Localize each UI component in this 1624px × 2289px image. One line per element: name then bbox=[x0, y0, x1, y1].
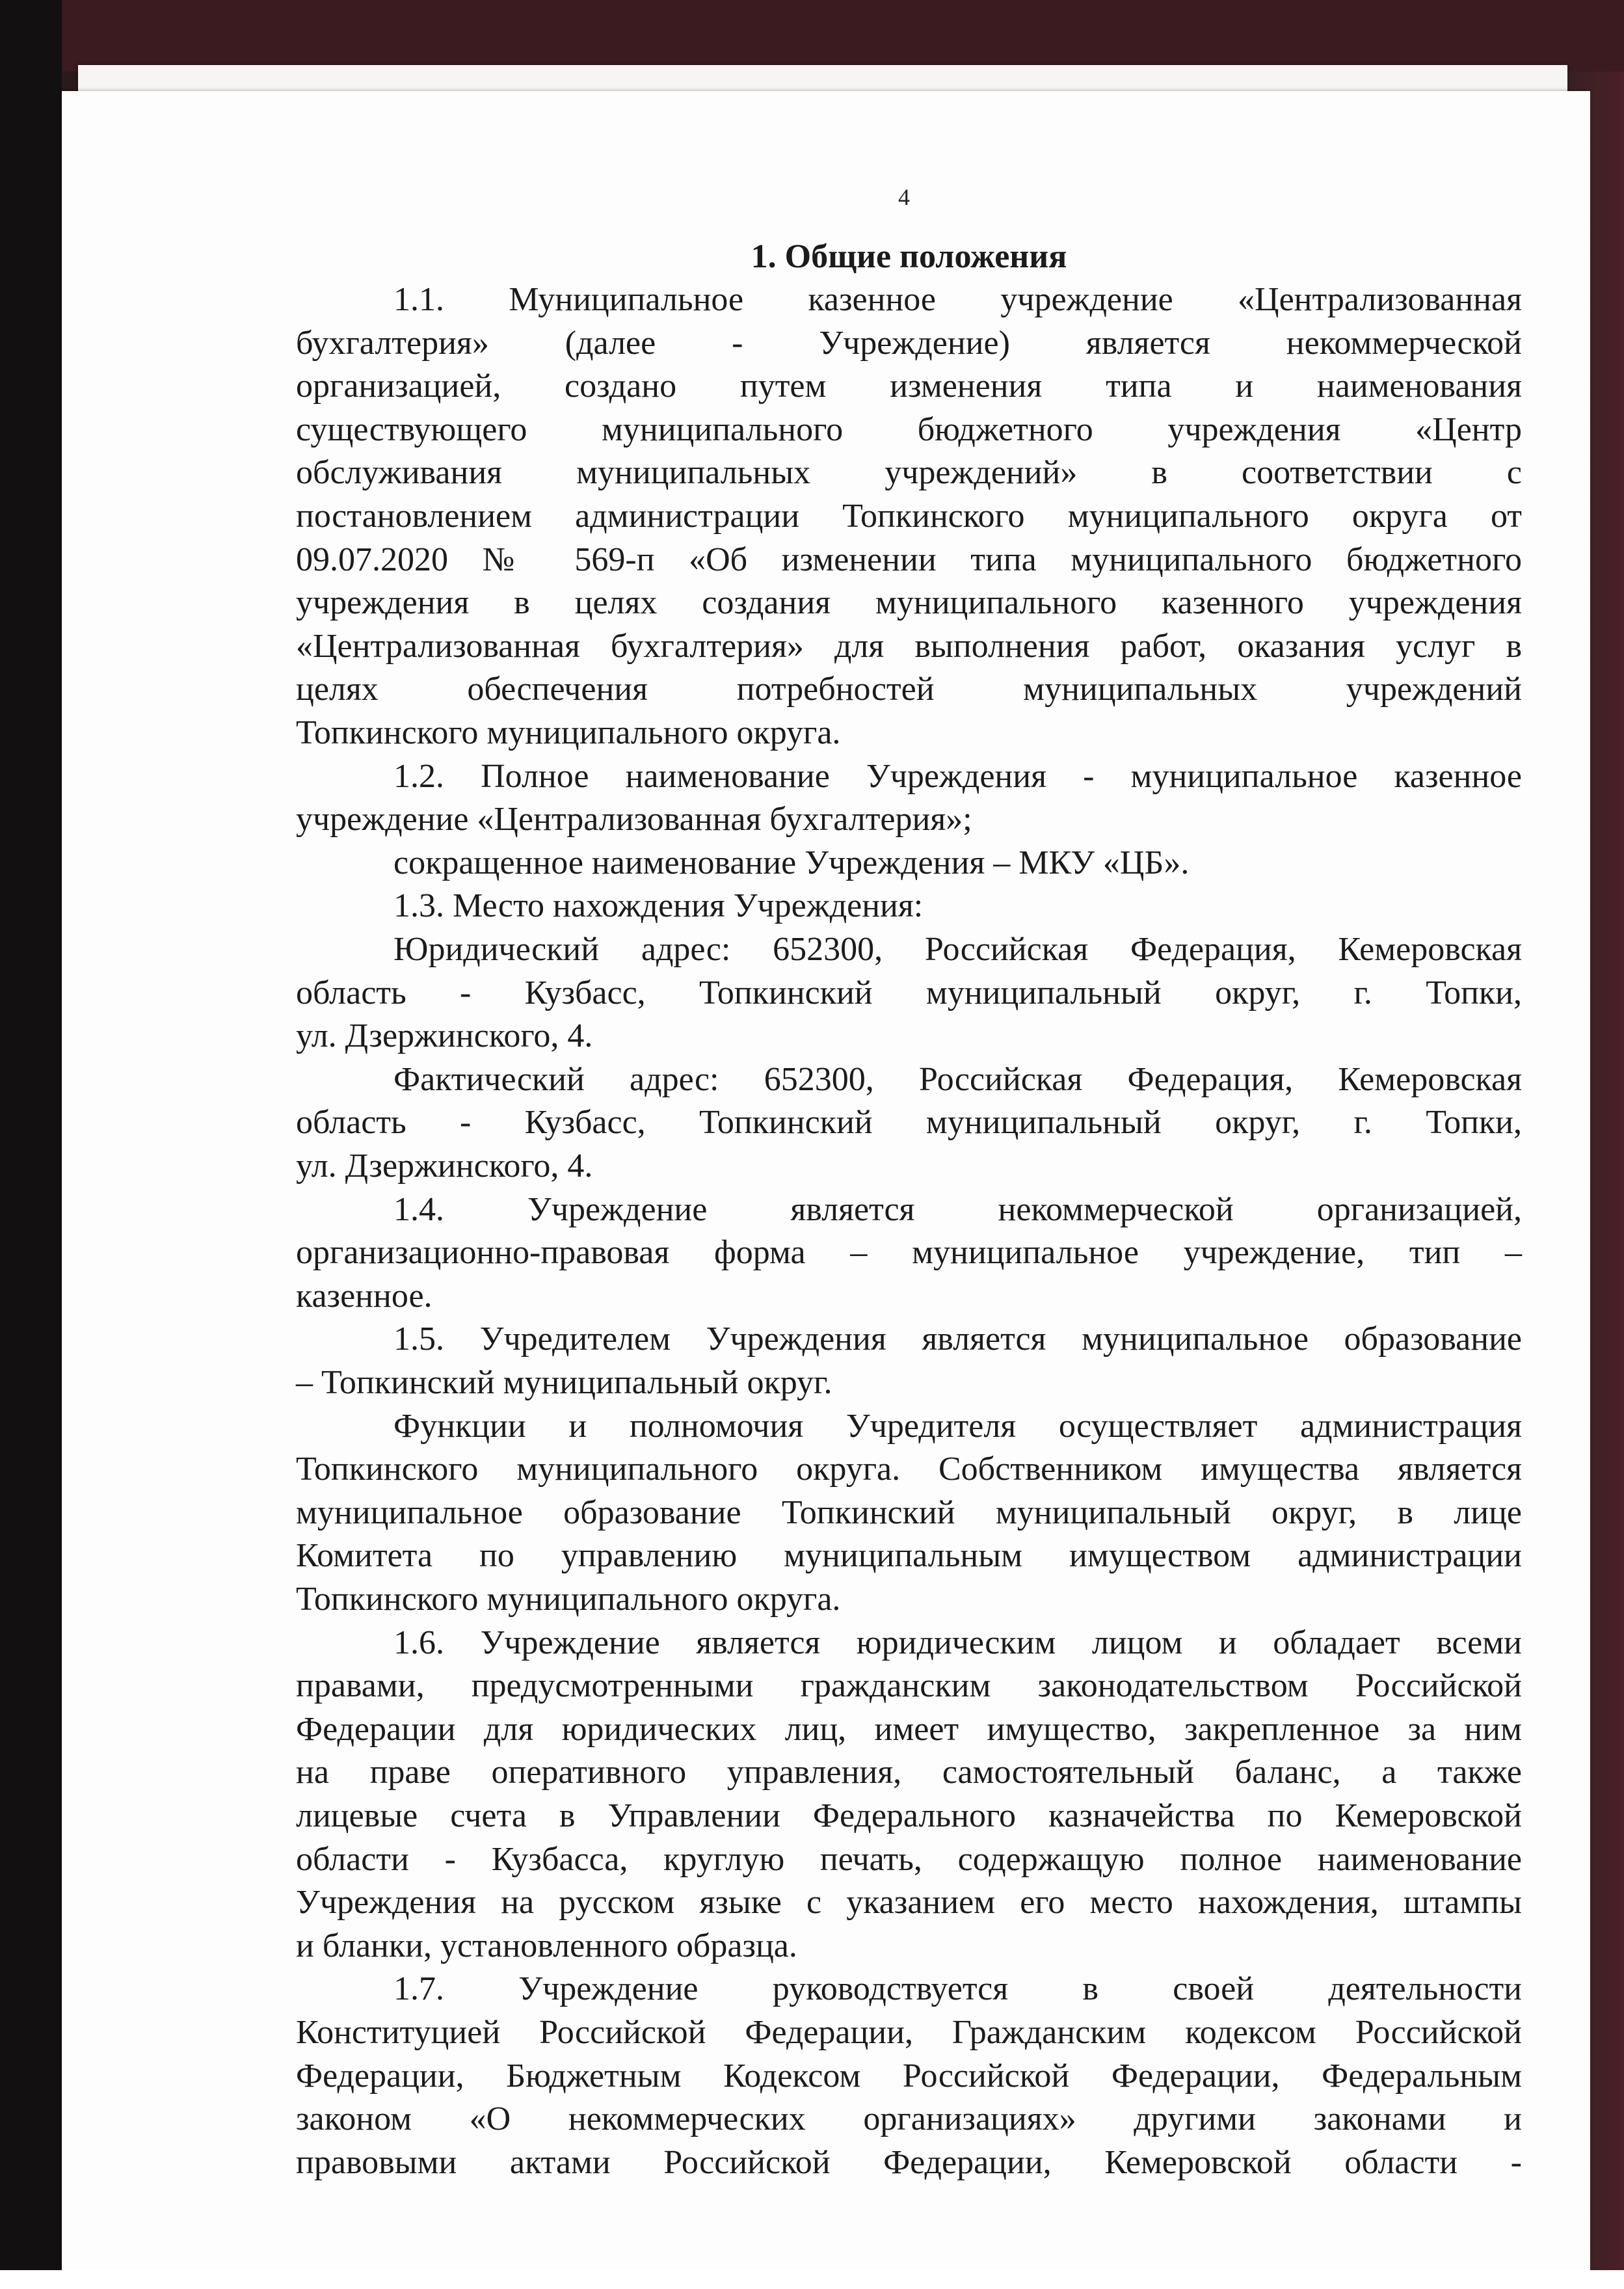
text-line: Топкинского муниципального округа. bbox=[296, 714, 841, 751]
text-line: муниципальное образование Топкинский муниципальный округ, в лице bbox=[296, 1493, 1522, 1531]
text-line: постановлением администрации Топкинского муниципального округа от bbox=[296, 498, 1522, 535]
scan-top-band bbox=[0, 0, 1624, 72]
text-line: бухгалтерия» (далее - Учреждение) является некоммерческой bbox=[296, 324, 1522, 362]
text-line: и бланки, установленного образца. bbox=[296, 1927, 797, 1964]
text-line: 1.4. Учреждение является некоммерческой организацией, bbox=[393, 1190, 1522, 1228]
text-line: Юридический адрес: 652300, Российская Федерация, Кемеровская bbox=[393, 931, 1522, 968]
text-line: Функции и полномочия Учредителя осуществляет администрация bbox=[393, 1407, 1522, 1445]
text-line: 1.7. Учреждение руководствуется в своей деятельности bbox=[393, 1970, 1522, 2008]
text-line: ул. Дзержинского, 4. bbox=[296, 1147, 593, 1185]
scan-bottom-strip bbox=[0, 2270, 1624, 2289]
text-line: правовыми актами Российской Федерации, Кемеровской области - bbox=[296, 2143, 1522, 2181]
text-line: существующего муниципального бюджетного учреждения «Центр bbox=[296, 410, 1522, 448]
text-line: область - Кузбасс, Топкинский муниципальный округ, г. Топки, bbox=[296, 974, 1522, 1011]
text-line: 09.07.2020 № 569-п «Об изменении типа муниципального бюджетного bbox=[296, 541, 1522, 578]
text-line: 1.5. Учредителем Учреждения является муниципальное образование bbox=[393, 1320, 1522, 1358]
text-line: учреждения в целях создания муниципального казенного учреждения bbox=[296, 584, 1522, 622]
text-line: Комитета по управлению муниципальным имуществом администрации bbox=[296, 1537, 1522, 1575]
text-line: области - Кузбасса, круглую печать, содержащую полное наименование bbox=[296, 1840, 1522, 1878]
text-line: Учреждения на русском языке с указанием его место нахождения, штампы bbox=[296, 1884, 1522, 1921]
text-line: область - Кузбасс, Топкинский муниципальный округ, г. Топки, bbox=[296, 1104, 1522, 1142]
text-line: на праве оперативного управления, самостоятельный баланс, а также bbox=[296, 1754, 1522, 1791]
text-line: 1.6. Учреждение является юридическим лицом и обладает всеми bbox=[393, 1624, 1522, 1661]
text-line: лицевые счета в Управлении Федерального казначейства по Кемеровской bbox=[296, 1797, 1522, 1834]
page-number: 4 bbox=[898, 184, 910, 210]
text-line: Топкинского муниципального округа. Собственником имущества является bbox=[296, 1451, 1522, 1488]
text-line: 1.3. Место нахождения Учреждения: bbox=[393, 887, 924, 925]
section-heading: 1. Общие положения bbox=[751, 238, 1067, 275]
text-line: ул. Дзержинского, 4. bbox=[296, 1017, 593, 1055]
text-line: законом «О некоммерческих организациях» другими законами и bbox=[296, 2100, 1522, 2138]
text-line: казенное. bbox=[296, 1277, 433, 1315]
text-line: Федерации для юридических лиц, имеет имущество, закрепленное за ним bbox=[296, 1710, 1522, 1748]
text-line: целях обеспечения потребностей муниципальных учреждений bbox=[296, 671, 1522, 708]
text-line: организацией, создано путем изменения типа и наименования bbox=[296, 368, 1522, 405]
scan-left-edge bbox=[0, 0, 62, 2289]
text-line: Конституцией Российской Федерации, Гражданским кодексом Российской bbox=[296, 2014, 1522, 2051]
text-line: «Централизованная бухгалтерия» для выполнения работ, оказания услуг в bbox=[296, 627, 1522, 665]
text-line: организационно-правовая форма – муниципальное учреждение, тип – bbox=[296, 1234, 1522, 1272]
text-line: правами, предусмотренными гражданским законодательством Российской bbox=[296, 1667, 1522, 1705]
text-line: 1.2. Полное наименование Учреждения - муниципальное казенное bbox=[393, 757, 1522, 795]
text-line: 1.1. Муниципальное казенное учреждение «Централизованная bbox=[393, 281, 1522, 318]
text-line: Фактический адрес: 652300, Российская Федерация, Кемеровская bbox=[393, 1060, 1522, 1098]
text-line: учреждение «Централизованная бухгалтерия»; bbox=[296, 801, 972, 838]
text-line: – Топкинский муниципальный округ. bbox=[296, 1364, 832, 1401]
text-line: сокращенное наименование Учреждения – МКУ «ЦБ». bbox=[393, 844, 1190, 881]
text-line: Федерации, Бюджетным Кодексом Российской Федерации, Федеральным bbox=[296, 2057, 1522, 2095]
text-line: обслуживания муниципальных учреждений» в соответствии с bbox=[296, 454, 1522, 492]
text-line: Топкинского муниципального округа. bbox=[296, 1581, 841, 1618]
